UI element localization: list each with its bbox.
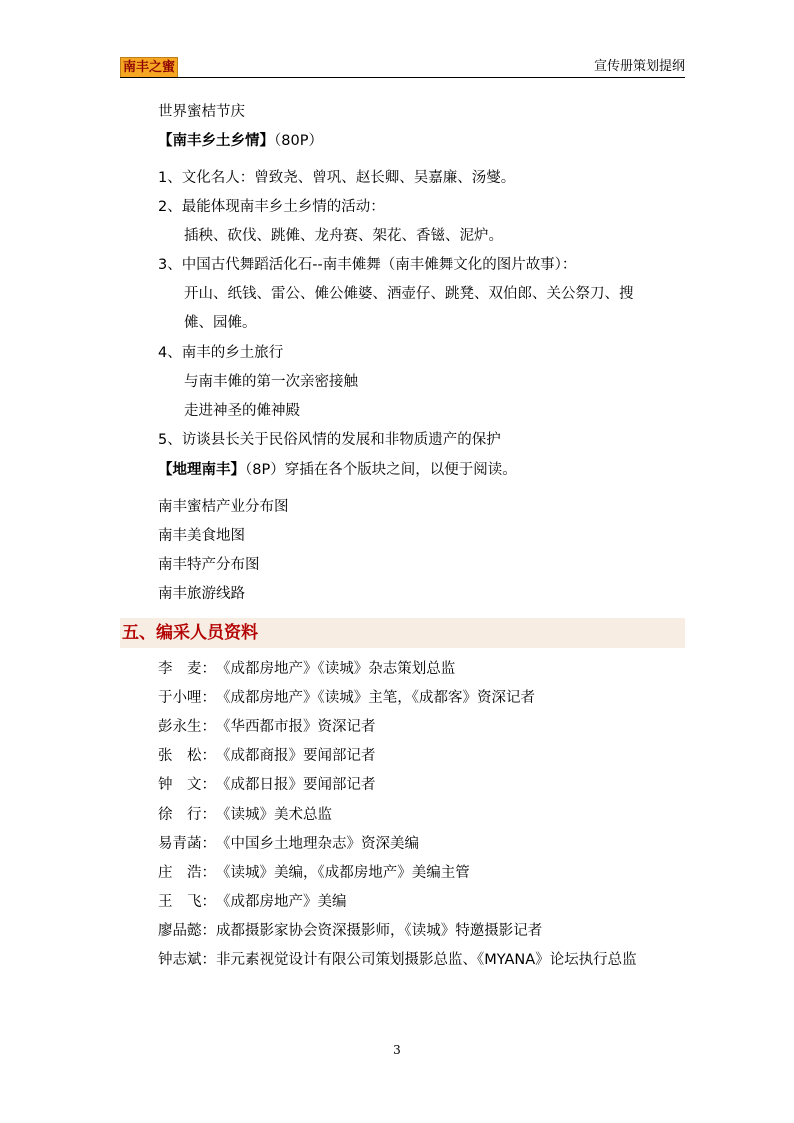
staff-desc: 成都摄影家协会资深摄影师，《读城》特邀摄影记者: [216, 922, 543, 939]
map-item-4: 南丰旅游线路: [158, 586, 245, 602]
list-item-2: 2、最能体现南丰乡土乡情的活动：: [158, 199, 385, 215]
section-title-geo: 【地理南丰】: [158, 462, 245, 478]
section-5-bar: [120, 618, 685, 648]
staff-row: [158, 775, 376, 795]
map-item-2: 南丰美食地图: [158, 528, 245, 544]
staff-desc: 《成都日报》要闻部记者: [216, 777, 376, 794]
section-heading-local: [158, 131, 323, 151]
list-item-5: 5、访谈县长关于民俗风情的发展和非物质遗产的保护: [158, 432, 501, 448]
staff-name: 于小哩：: [158, 690, 216, 707]
staff-name: 廖品懿：: [158, 922, 216, 939]
staff-name: 李 麦：: [158, 661, 216, 677]
staff-name: 徐 行：: [158, 806, 216, 823]
list-item-3-detail-cont: 傩、园傩。: [184, 315, 257, 331]
map-item-3: 南丰特产分布图: [158, 557, 260, 573]
staff-desc: 《中国乡土地理杂志》资深美编: [216, 835, 419, 852]
staff-name: 钟志斌：: [158, 952, 216, 968]
list-item-3: 3、中国古代舞蹈活化石--南丰傩舞（南丰傩舞文化的图片故事）：: [158, 257, 577, 273]
staff-name: 王 飞：: [158, 893, 216, 910]
section-title-local: 【南丰乡土乡情】: [158, 133, 274, 149]
staff-desc: 《华西都市报》资深记者: [216, 719, 376, 736]
list-item-4-detail-a: 与南丰傩的第一次亲密接触: [184, 374, 358, 390]
staff-row: [158, 717, 376, 737]
staff-row: [158, 746, 376, 766]
staff-name: 彭永生：: [158, 719, 216, 736]
staff-row: [158, 863, 470, 883]
staff-row: [158, 892, 347, 912]
section-heading-geo: [158, 460, 517, 480]
staff-desc: 非元素视觉设计有限公司策划摄影总监、《MYANA》论坛执行总监: [216, 952, 637, 968]
staff-row: [158, 921, 542, 941]
section-desc-geo: （8P）穿插在各个版块之间，以便于阅读。: [245, 462, 517, 478]
staff-desc: 《成都房地产》《读城》杂志策划总监: [216, 661, 456, 677]
page-number: 3: [393, 1043, 401, 1057]
staff-desc: 《成都商报》要闻部记者: [216, 748, 376, 765]
list-item-2-detail: 插秧、砍伐、跳傩、龙舟赛、架花、香镃、泥炉。: [184, 228, 503, 244]
staff-name: 庄 浩：: [158, 864, 216, 881]
staff-row: [158, 688, 535, 708]
list-item-1: 1、文化名人：曾致尧、曾巩、赵长卿、吴嘉廉、汤燮。: [158, 170, 516, 186]
body-line-festival: 世界蜜桔节庆: [158, 104, 245, 120]
staff-desc: 《读城》美编，《成都房地产》美编主管: [216, 864, 470, 881]
header-logo: 南丰之蜜: [120, 57, 178, 78]
staff-desc: 《成都房地产》《读城》主笔，《成都客》资深记者: [216, 690, 535, 707]
staff-name: 易青菡：: [158, 835, 216, 852]
section-count-local: （80P）: [274, 133, 323, 149]
staff-desc: 《读城》美术总监: [216, 806, 332, 823]
staff-row: [158, 950, 637, 970]
staff-name: 钟 文：: [158, 777, 216, 794]
list-item-4: 4、南丰的乡土旅行: [158, 345, 284, 361]
staff-row: [158, 659, 455, 679]
staff-name: 张 松：: [158, 748, 216, 765]
section-5-title: 五、编采人员资料: [122, 623, 258, 643]
staff-row: [158, 834, 419, 854]
page-header: [120, 57, 685, 77]
list-item-3-detail: 开山、纸钱、雷公、傩公傩婆、酒壶仔、跳凳、双伯郎、关公祭刀、搜: [184, 286, 634, 302]
header-rule: [120, 77, 685, 78]
staff-row: [158, 805, 332, 825]
staff-desc: 《成都房地产》美编: [216, 893, 347, 910]
list-item-4-detail-b: 走进神圣的傩神殿: [184, 403, 300, 419]
map-item-1: 南丰蜜桔产业分布图: [158, 499, 289, 515]
header-title: 宣传册策划提纲: [593, 59, 685, 74]
